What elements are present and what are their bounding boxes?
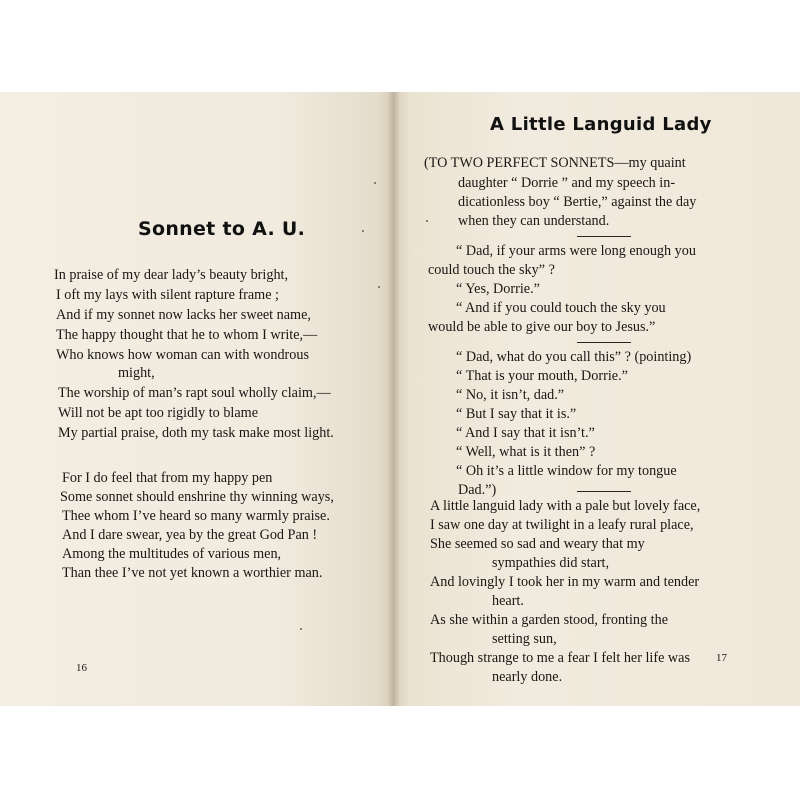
dialogue-line: “ Oh it’s a little window for my tongue [456, 463, 677, 479]
dialogue-line: “ But I say that it is.” [456, 406, 577, 422]
poem-line: And if my sonnet now lacks her sweet name, [56, 307, 311, 323]
paper-speck [426, 220, 428, 222]
dialogue-line: “ No, it isn’t, dad.” [456, 387, 565, 403]
section-divider [577, 236, 631, 237]
dialogue-line: could touch the sky” ? [428, 262, 555, 278]
poem-line: I saw one day at twilight in a leafy rural place, [430, 517, 694, 533]
right-page [394, 92, 800, 706]
poem-line: sympathies did start, [492, 555, 610, 571]
poem-line: The happy thought that he to whom I write,— [56, 327, 318, 343]
poem-line: In praise of my dear lady’s beauty bright, [54, 267, 289, 283]
page-number: 16 [76, 662, 87, 674]
intro-line: dicationless boy “ Bertie,” against the day [458, 194, 697, 210]
poem-line: For I do feel that from my happy pen [62, 470, 273, 486]
poem-line: She seemed so sad and weary that my [430, 536, 645, 552]
poem-line: I oft my lays with silent rapture frame ; [56, 287, 279, 303]
right-page-title: A Little Languid Lady [490, 114, 712, 135]
poem-line: Will not be apt too rigidly to blame [58, 405, 258, 421]
dialogue-line: “ And I say that it isn’t.” [456, 425, 595, 441]
book-gutter [388, 92, 400, 706]
poem-line: Who knows how woman can with wondrous [56, 347, 309, 363]
poem-line: might, [118, 365, 155, 381]
poem-line: And lovingly I took her in my warm and tender [430, 574, 700, 590]
dialogue-line: “ Yes, Dorrie.” [456, 281, 540, 297]
poem-line: My partial praise, doth my task make most light. [58, 425, 334, 441]
poem-line: And I dare swear, yea by the great God Pan ! [62, 527, 318, 543]
open-book [0, 92, 800, 706]
paper-speck [378, 286, 380, 288]
left-page-title: Sonnet to A. U. [138, 218, 306, 240]
poem-line: The worship of man’s rapt soul wholly claim,— [58, 385, 331, 401]
poem-line: Though strange to me a fear I felt her life was [430, 650, 690, 666]
dialogue-line: “ Dad, what do you call this” ? (pointing) [456, 349, 692, 365]
intro-line: when they can understand. [458, 213, 610, 229]
section-divider [577, 342, 631, 343]
page-number: 17 [716, 652, 727, 664]
left-page [0, 92, 394, 706]
dialogue-line: “ That is your mouth, Dorrie.” [456, 368, 628, 384]
poem-line: A little languid lady with a pale but lovely face, [430, 498, 701, 514]
poem-line: heart. [492, 593, 524, 609]
poem-line: Than thee I’ve not yet known a worthier man. [62, 565, 323, 581]
dialogue-line: “ And if you could touch the sky you [456, 300, 666, 316]
dialogue-line: “ Well, what is it then” ? [456, 444, 596, 460]
dialogue-line: “ Dad, if your arms were long enough you [456, 243, 696, 259]
section-divider [577, 491, 631, 492]
paper-speck [300, 628, 302, 630]
paper-speck [374, 182, 376, 184]
poem-line: setting sun, [492, 631, 557, 647]
paper-speck [362, 230, 364, 232]
dialogue-line: Dad.”) [458, 482, 497, 498]
dialogue-line: would be able to give our boy to Jesus.” [428, 319, 656, 335]
intro-line: daughter “ Dorrie ” and my speech in- [458, 175, 676, 191]
poem-line: Among the multitudes of various men, [62, 546, 282, 562]
poem-line: As she within a garden stood, fronting the [430, 612, 668, 628]
intro-line: (TO TWO PERFECT SONNETS—my quaint [424, 155, 686, 171]
poem-line: Some sonnet should enshrine thy winning ways, [60, 489, 334, 505]
poem-line: Thee whom I’ve heard so many warmly praise. [62, 508, 330, 524]
poem-line: nearly done. [492, 669, 563, 685]
